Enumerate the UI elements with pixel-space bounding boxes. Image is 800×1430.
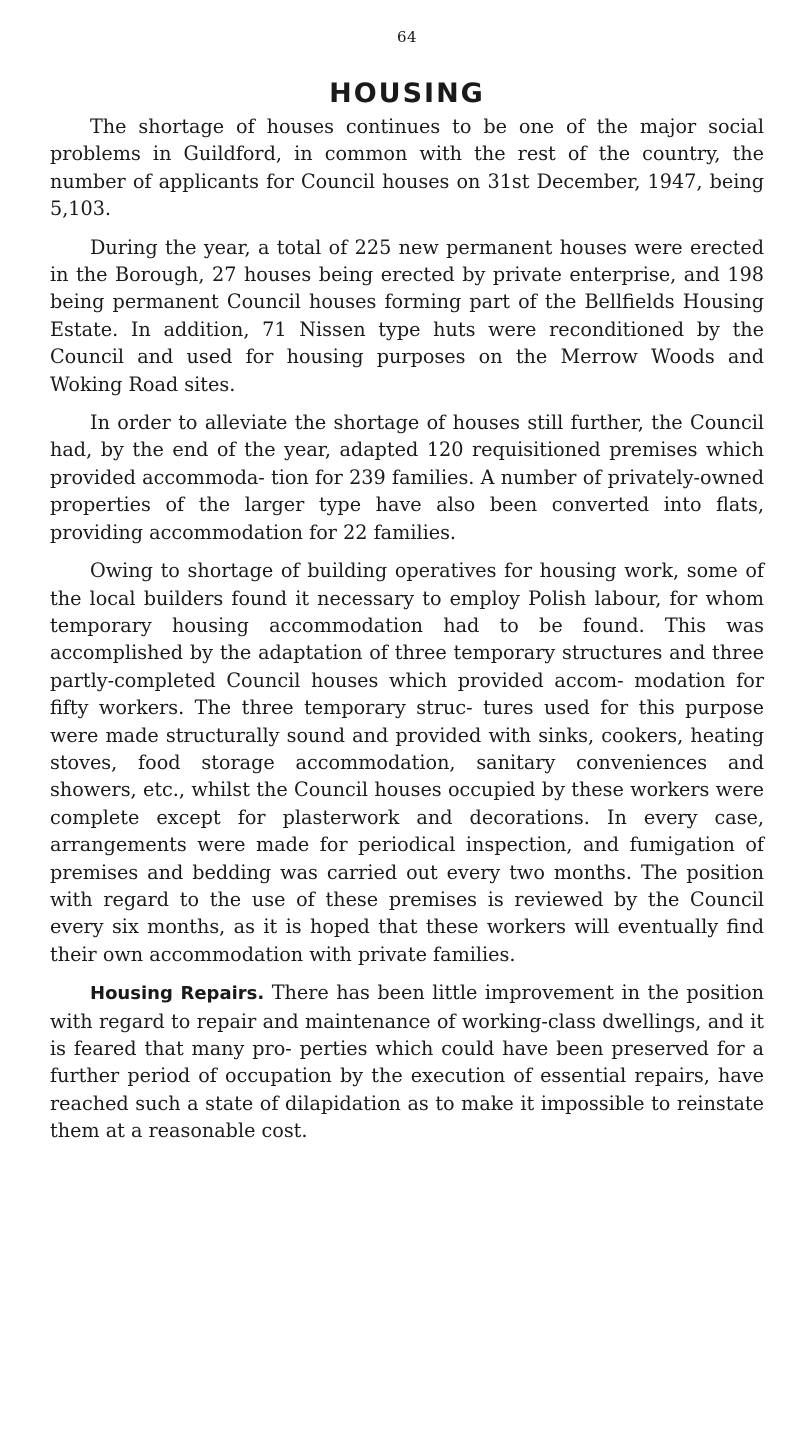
paragraph-new-houses: During the year, a total of 225 new permanent houses were erected in the Borough, 27 houses being erected by private enterprise, and 198 being permanent Council houses forming part of the Bellfields Housing Estate. In addition, 71 Nissen type huts were reconditioned by the Council and used for housing purposes on the Merrow Woods and Woking Road sites.	[50, 235, 764, 396]
body-text	[50, 113, 764, 1156]
paragraph-requisitioned-premises: In order to alleviate the shortage of houses still further, the Council had, by the end of the year, adapted 120 requisitioned premises which provided accommoda- tion for 239 families. A number of privately-owned properties of the larger type have also been converted into flats, providing accommodation for 22 families.	[50, 411, 764, 544]
housing-repairs-text: There has been little improvement in the position with regard to repair and maintenance of working-class dwellings, and it is feared that many pro- perties which could have been preserved for a further period of occupation by the execution of essential repairs, have reached such a state of dilapidation as to make it impossible to reinstate them at a reasonable cost.	[50, 981, 764, 1143]
paragraph-housing-repairs	[50, 979, 764, 1144]
paragraph-polish-labour: Owing to shortage of building operatives for housing work, some of the local builders found it necessary to employ Polish labour, for whom temporary housing accommodation had to be found. This was accomplished by the adaptation of three temporary structures and three partly-completed Council houses which provided accom- modation for fifty workers. The three temporary struc- tures used for this purpose were made structurally sound and provided with sinks, cookers, heating stoves, food storage accommodation, sanitary conveniences and showers, etc., whilst the Council houses occupied by these workers were complete except for plasterwork and decorations. In every case, arrangements were made for periodical inspection, and fumigation of premises and bedding was carried out every two months. The position with regard to the use of these premises is reviewed by the Council every six months, as it is hoped that these workers will eventually find their own accommodation with private families.	[50, 559, 764, 966]
section-heading: HOUSING	[329, 78, 485, 109]
page-number: 64	[396, 28, 418, 46]
paragraph-applicants: The shortage of houses continues to be one of the major social problems in Guildford, in common with the rest of the country, the number of applicants for Council houses on 31st December, 1947, being 5,103.	[50, 115, 764, 221]
housing-repairs-heading: Housing Repairs.	[90, 983, 265, 1005]
